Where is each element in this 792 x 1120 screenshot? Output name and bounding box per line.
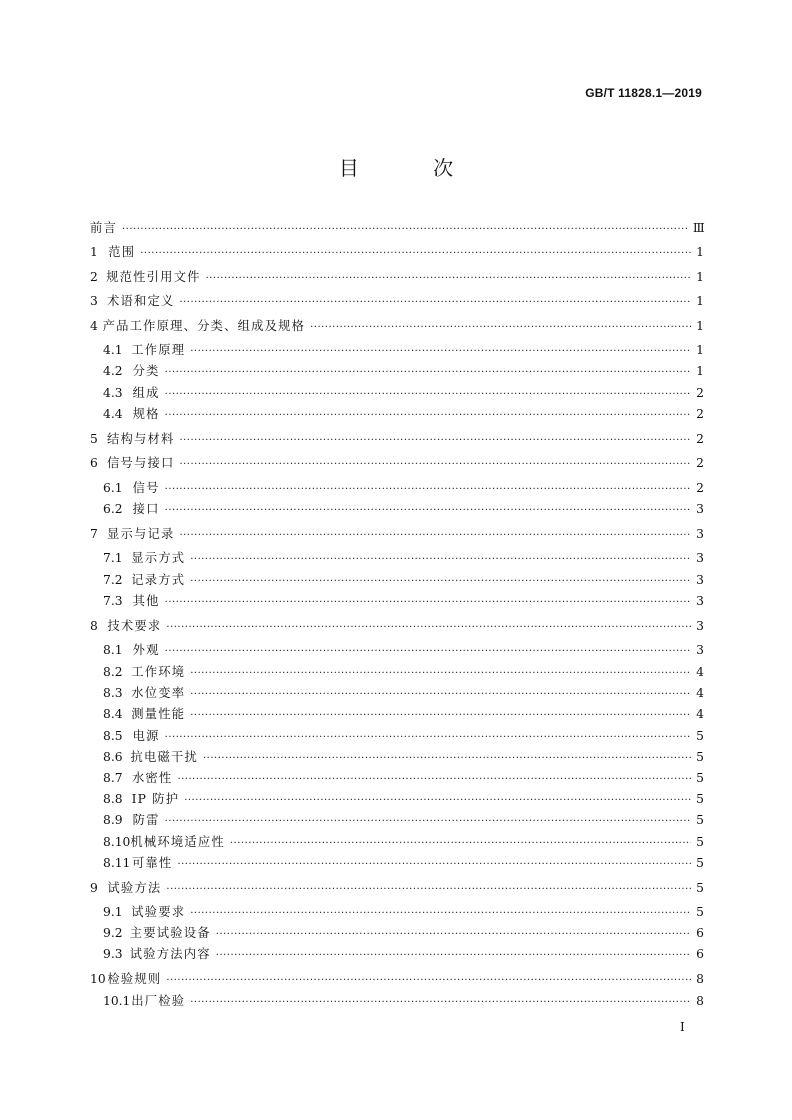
dot-leader [165,407,691,423]
toc-entry-number: 8.7 [103,771,123,785]
toc-entry-page: 2 [696,407,704,421]
toc-entry-page: 5 [696,835,704,849]
dot-leader [177,856,691,872]
dot-leader [165,813,691,829]
toc-entry-page: 3 [696,551,704,565]
toc-entry-page: 6 [696,947,704,961]
dot-leader [206,270,691,286]
toc-entry[interactable] [90,527,704,543]
dot-leader [165,386,691,402]
toc-entry[interactable] [90,856,704,872]
toc-entry[interactable] [90,221,704,237]
toc-entry[interactable] [90,707,704,723]
toc-entry[interactable] [90,343,704,359]
toc-entry[interactable] [90,947,704,963]
dot-leader [216,947,691,963]
toc-entry-page: 1 [696,270,704,284]
toc-entry-number: 2 [90,270,98,284]
toc-entry-page: 5 [696,905,704,919]
toc-entry[interactable] [90,771,704,787]
toc-entry-number: 9.1 [103,905,123,919]
toc-entry-page: 5 [696,792,704,806]
toc-entry-number: 7.3 [103,594,123,608]
toc-entry-number: 8.11 [103,856,131,870]
toc-entry[interactable] [90,481,704,497]
toc-entry[interactable] [90,364,704,380]
toc-entry-label: 水位变率 [131,686,186,700]
dot-leader [190,573,691,589]
dot-leader [179,527,691,543]
toc-entry-label: 显示方式 [131,551,186,565]
toc-entry-number: 4.2 [103,364,123,378]
toc-entry[interactable] [90,905,704,921]
toc-entry-number: 6 [90,456,98,470]
toc-entry-label: 结构与材料 [106,432,175,446]
toc-entry-label: 其他 [132,594,160,608]
dot-leader [165,364,691,380]
toc-entry-number: 8.6 [103,750,123,764]
dot-leader [190,343,691,359]
toc-entry[interactable] [90,407,704,423]
dot-leader [179,432,691,448]
toc-entry-label: 接口 [132,502,160,516]
page-title: 目 次 [338,156,488,180]
toc-entry-page: 6 [696,926,704,940]
toc-entry-number: 8.3 [103,686,123,700]
toc-entry-number: 4.1 [103,343,123,357]
toc-entry[interactable] [90,270,704,286]
toc-entry-number: 7.1 [103,551,123,565]
toc-entry-label: 机械环境适应性 [130,835,225,849]
toc-entry-page: 4 [696,707,704,721]
toc-entry-page: 5 [696,813,704,827]
toc-entry[interactable] [90,319,704,335]
toc-entry[interactable] [90,792,704,808]
toc-entry-label: 抗电磁干扰 [130,750,198,764]
toc-entry-label: 试验要求 [131,905,186,919]
toc-entry-label: 主要试验设备 [129,926,211,940]
toc-entry-page: 2 [696,432,704,446]
dot-leader [166,881,691,897]
toc-entry-label: 防雷 [132,813,160,827]
dot-leader [190,707,691,723]
toc-entry-number: 4.4 [103,407,123,421]
toc-entry-number: 10.1 [103,994,131,1008]
toc-entry-number: 8.9 [103,813,123,827]
toc-entry-number: 5 [90,432,98,446]
toc-entry-page: 8 [696,994,704,1008]
toc-entry-page: 3 [696,619,704,633]
dot-leader [179,294,691,310]
toc-entry-label: 记录方式 [131,573,186,587]
toc-entry-label: 产品工作原理、分类、组成及规格 [102,319,306,333]
toc-entry-number: 9 [90,881,98,895]
toc-entry-label: 分类 [132,364,160,378]
toc-entry-page: 3 [696,594,704,608]
toc-entry-number: 8.5 [103,729,123,743]
standard-code: GB/T 11828.1—2019 [585,86,702,100]
toc-entry-page: 2 [696,456,704,470]
toc-entry-page: 5 [696,750,704,764]
toc-entry-label: 显示与记录 [106,527,175,541]
toc-entry[interactable] [90,573,704,589]
toc-entry-label: 组成 [132,386,160,400]
dot-leader [179,456,691,472]
dot-leader [165,643,691,659]
toc-entry-number: 8.2 [103,665,123,679]
toc-entry-label: 试验方法 [107,881,162,895]
toc-entry-number: 6.1 [103,481,123,495]
toc-entry-page: 1 [696,319,704,333]
dot-leader [166,972,691,988]
toc-entry-page: 5 [696,881,704,895]
toc-entry[interactable] [90,619,704,635]
toc-entry[interactable] [90,972,704,988]
toc-entry-label: 范围 [108,245,136,259]
toc-entry-page: 5 [696,856,704,870]
toc-entry-number: 8.1 [103,643,123,657]
toc-entry-label: 试验方法内容 [129,947,211,961]
toc-entry-number: 10 [90,972,106,986]
toc-entry-label: IP 防护 [131,792,180,806]
toc-entry[interactable] [90,665,704,681]
toc-entry[interactable] [90,643,704,659]
toc-entry-label: 测量性能 [131,707,186,721]
toc-entry[interactable] [90,502,704,518]
toc-entry-number: 6.2 [103,502,123,516]
dot-leader [190,994,691,1010]
toc-entry-number: 9.3 [103,947,123,961]
dot-leader [203,750,691,766]
page-number: I [680,1020,685,1034]
toc-entry-page: 2 [696,481,704,495]
toc-entry-label: 水密性 [131,771,173,785]
toc-entry-label: 术语和定义 [106,294,175,308]
toc-entry[interactable] [90,729,704,745]
toc-entry-page: 5 [696,771,704,785]
dot-leader [310,319,691,335]
dot-leader [165,729,691,745]
toc-entry-label: 可靠性 [131,856,173,870]
toc-entry-page: 3 [696,643,704,657]
toc-entry-page: 3 [696,502,704,516]
toc-entry-label: 出厂检验 [131,994,186,1008]
toc-entry-label: 检验规则 [107,972,162,986]
toc-entry-number: 8 [90,619,98,633]
toc-entry-number: 4 [90,319,98,333]
toc-entry-page: 1 [696,364,704,378]
toc-entry[interactable] [90,245,704,261]
dot-leader [184,792,691,808]
toc-entry-number: 4.3 [103,386,123,400]
dot-leader [190,905,691,921]
toc-entry-number: 8.4 [103,707,123,721]
toc-entry[interactable] [90,881,704,897]
toc-entry-number: 8.10 [103,835,131,849]
toc-entry-page: 4 [696,665,704,679]
toc-entry[interactable] [90,594,704,610]
toc-entry[interactable] [90,926,704,942]
toc-entry-label: 规范性引用文件 [106,270,201,284]
dot-leader [190,665,691,681]
toc-entry-number: 7.2 [103,573,123,587]
toc-entry-label: 电源 [132,729,160,743]
toc-entry[interactable] [90,835,704,851]
toc-entry-page: 1 [696,245,704,259]
dot-leader [140,245,691,261]
toc-entry-page: 1 [696,343,704,357]
toc-entry[interactable] [90,551,704,567]
toc-entry-label: 技术要求 [107,619,162,633]
toc-entry-page: 3 [696,573,704,587]
dot-leader [166,619,691,635]
toc-entry-label: 信号 [132,481,160,495]
toc-entry[interactable] [90,432,704,448]
toc-entry-page: 3 [696,527,704,541]
toc-entry-page: Ⅲ [692,221,705,235]
toc-entry-label: 前言 [90,221,117,235]
dot-leader [122,221,688,237]
dot-leader [165,502,691,518]
toc-entry-page: 1 [696,294,704,308]
dot-leader [165,594,691,610]
toc-entry[interactable] [90,294,704,310]
toc-entry[interactable] [90,994,704,1010]
toc-entry-number: 9.2 [103,926,123,940]
toc-entry[interactable] [90,456,704,472]
toc-entry[interactable] [90,386,704,402]
toc-entry-page: 2 [696,386,704,400]
toc-entry-number: 8.8 [103,792,123,806]
dot-leader [216,926,691,942]
toc-entry-page: 4 [696,686,704,700]
dot-leader [177,771,691,787]
toc-entry[interactable] [90,813,704,829]
toc-entry-label: 工作环境 [131,665,186,679]
dot-leader [190,551,691,567]
toc-entry-number: 7 [90,527,98,541]
toc-entry[interactable] [90,750,704,766]
toc-entry-label: 信号与接口 [106,456,175,470]
toc-entry-number: 1 [90,245,98,259]
toc-entry-label: 外观 [132,643,160,657]
toc-entry-number: 3 [90,294,98,308]
dot-leader [165,481,691,497]
toc-entry-label: 工作原理 [131,343,186,357]
toc-entry-page: 8 [696,972,704,986]
dot-leader [230,835,691,851]
toc-entry-label: 规格 [132,407,160,421]
dot-leader [190,686,691,702]
toc-entry-page: 5 [696,729,704,743]
toc-entry[interactable] [90,686,704,702]
